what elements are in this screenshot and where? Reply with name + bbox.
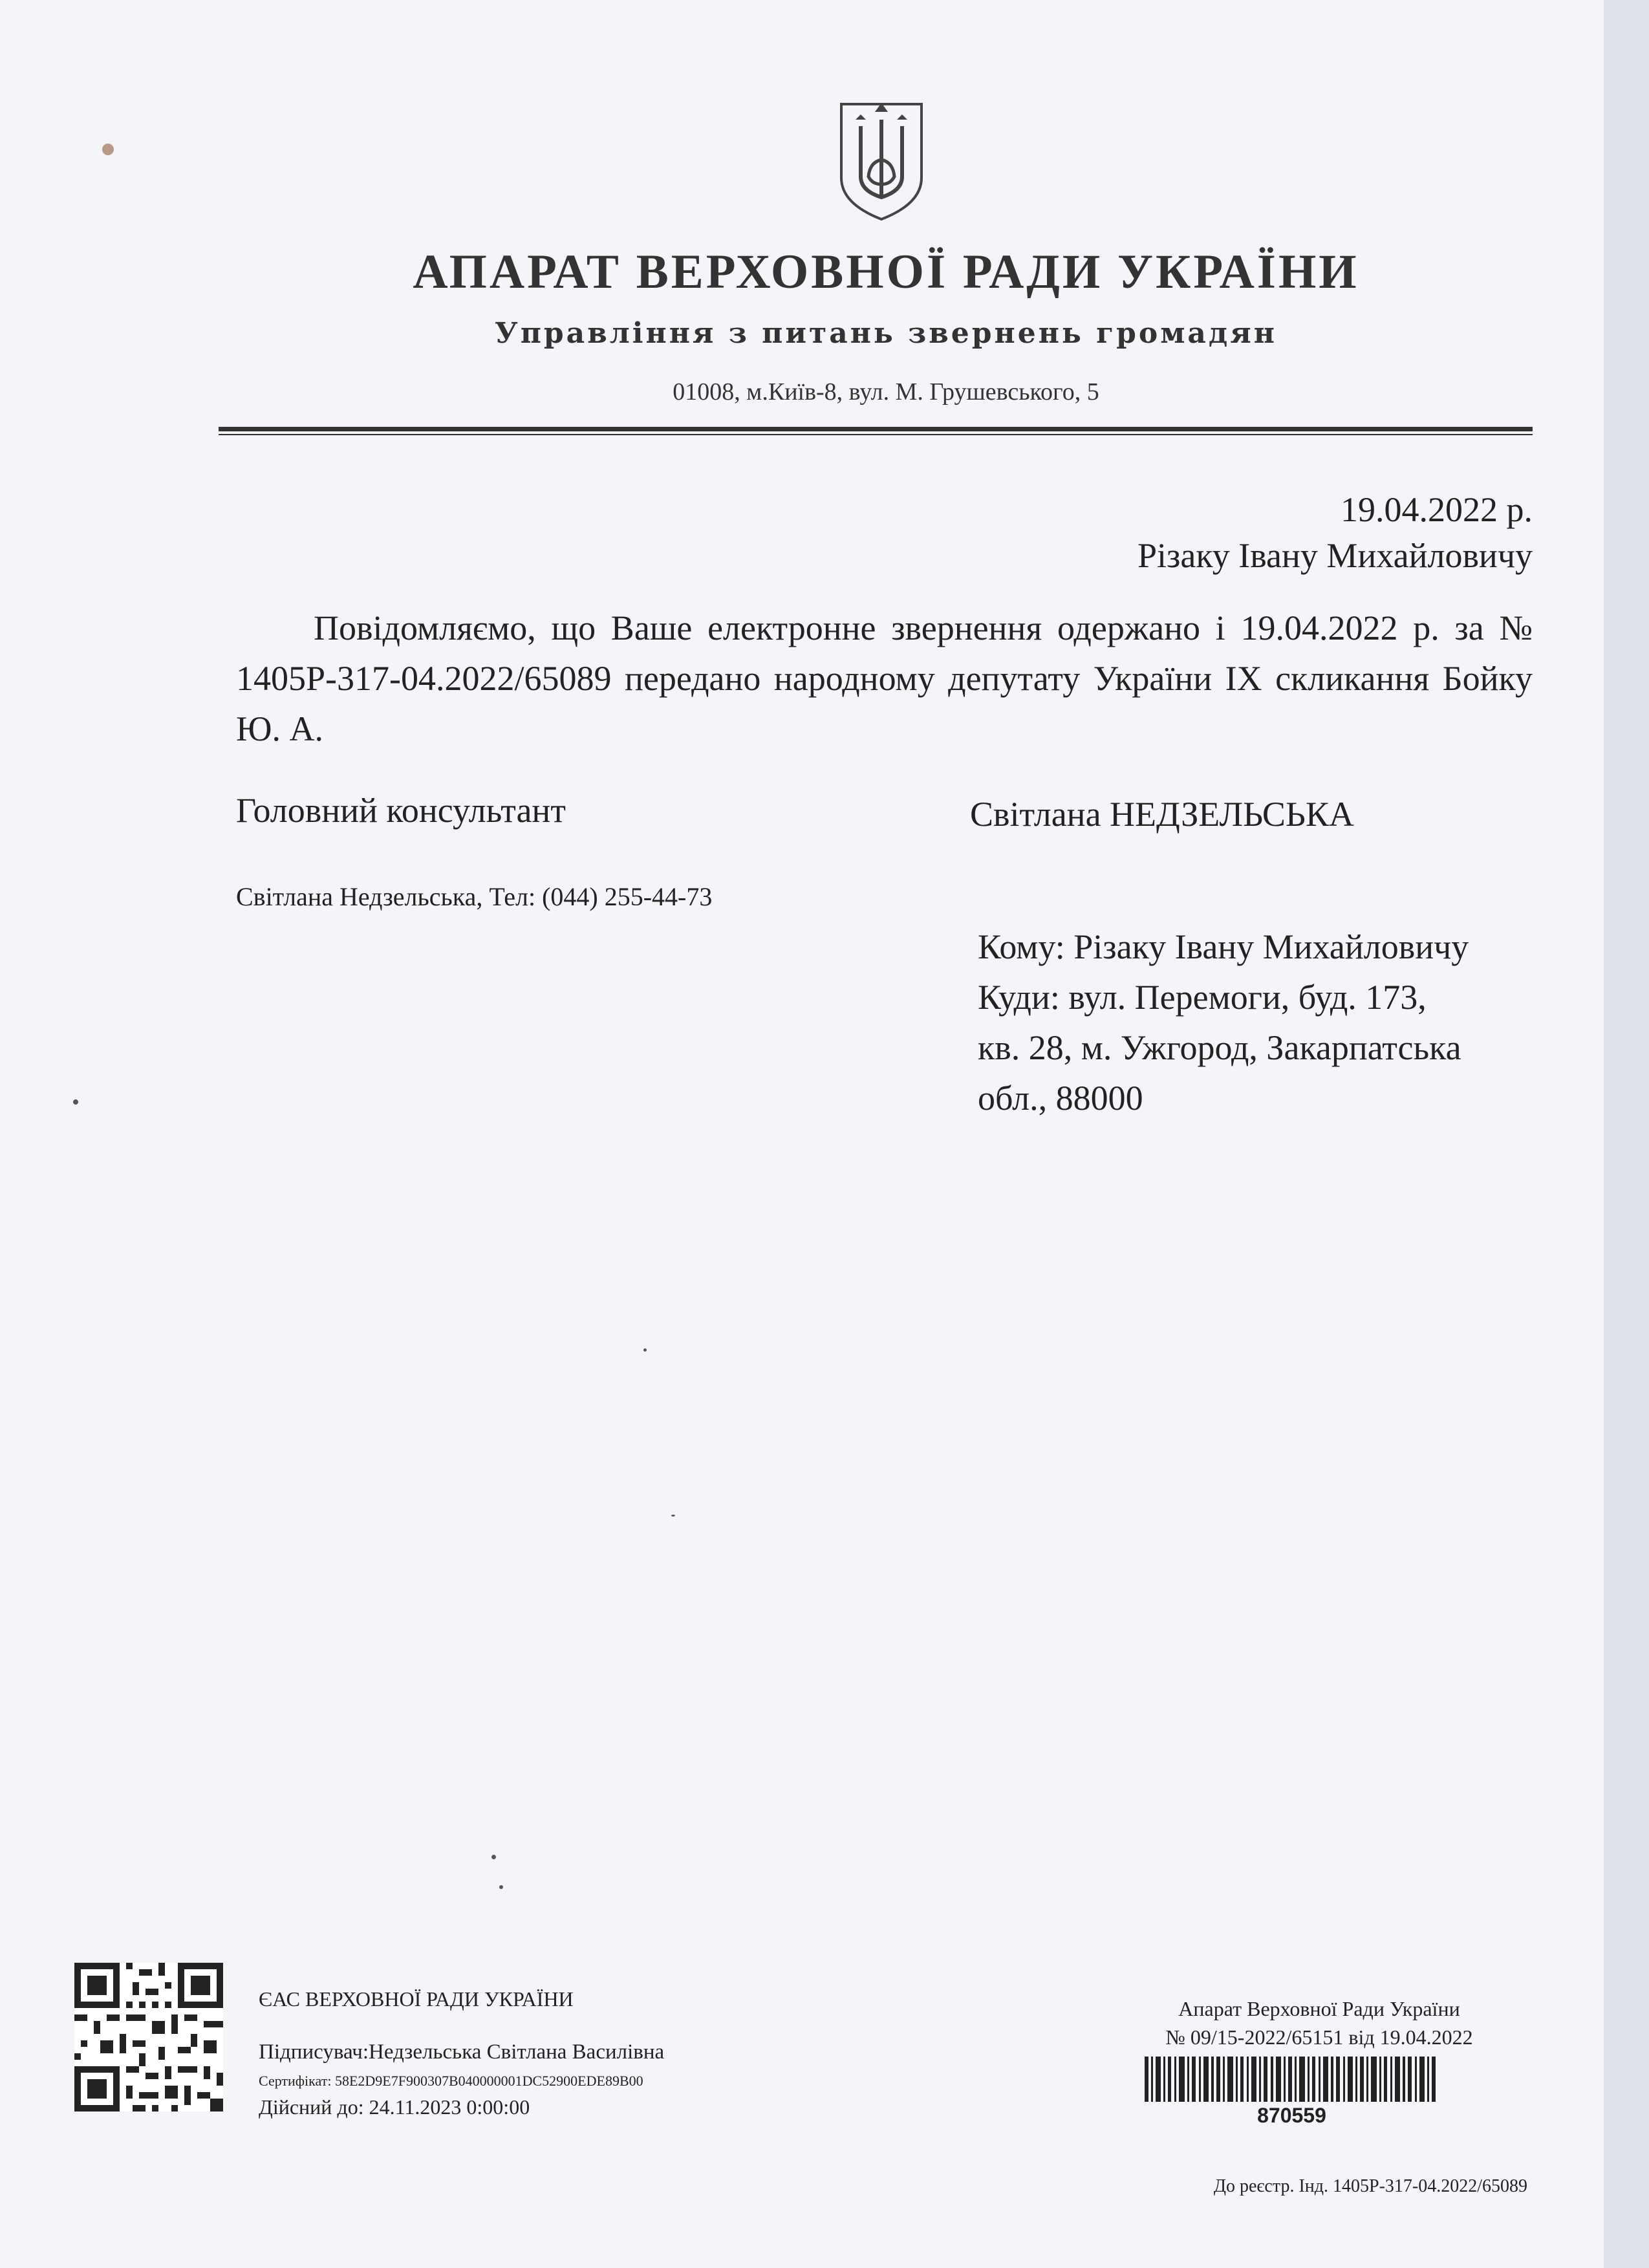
recipient-block: [978, 922, 1560, 1123]
registration-index: До реєстр. Інд. 1405Р-317-04.2022/65089: [1213, 2176, 1527, 2196]
eas-signer: Підписувач:Недзельська Світлана Василівна: [259, 2040, 665, 2064]
signer-role: Головний консультант: [236, 791, 566, 830]
header-divider-thin: [219, 434, 1533, 435]
header-divider: [219, 427, 1533, 431]
barcode-icon: [1145, 2057, 1439, 2102]
eas-title: ЄАС ВЕРХОВНОЇ РАДИ УКРАЇНИ: [259, 1987, 574, 2011]
scan-speck: [491, 1855, 496, 1859]
recipient-address-line-3: обл., 88000: [978, 1079, 1143, 1118]
scan-speck: [102, 144, 114, 155]
department-name: Управління з питань звернень громадян: [495, 317, 1277, 350]
scan-speck: [499, 1885, 503, 1889]
signer-contact: Світлана Недзельська, Тел: (044) 255-44-73: [236, 882, 713, 911]
ukraine-trident-icon: [836, 100, 927, 223]
scan-speck: [671, 1515, 675, 1517]
letter-addressee: Різаку Івану Михайловичу: [1137, 536, 1533, 575]
registration-organization: Апарат Верховної Ради України: [1178, 1997, 1460, 2020]
recipient-address-line-2: кв. 28, м. Ужгород, Закарпатська: [978, 1028, 1461, 1067]
recipient-address-line-1: Куди: вул. Перемоги, буд. 173,: [978, 978, 1427, 1017]
letter-body: Повідомляємо, що Ваше електронне звернення одержано і 19.04.2022 р. за № 1405Р-317-04.2022/65089 передано народному депутату України ІХ скликання Бойку Ю. А.: [236, 609, 1533, 748]
barcode-number: 870559: [1257, 2104, 1326, 2127]
scan-edge: [1604, 0, 1649, 2268]
organization-title: АПАРАТ ВЕРХОВНОЇ РАДИ УКРАЇНИ: [413, 245, 1359, 299]
qr-code-icon: [74, 1963, 223, 2111]
letter-date: 19.04.2022 р.: [1341, 490, 1533, 529]
scan-speck: [73, 1099, 78, 1105]
scan-speck: [643, 1348, 647, 1352]
signer-name: Світлана НЕДЗЕЛЬСЬКА: [970, 795, 1354, 834]
eas-certificate: Сертифікат: 58E2D9E7F900307B040000001DC52900EDE89B00: [259, 2073, 643, 2089]
eas-valid-until: Дійсний до: 24.11.2023 0:00:00: [259, 2095, 530, 2119]
recipient-to: Кому: Різаку Івану Михайловичу: [978, 927, 1469, 966]
registration-number: № 09/15-2022/65151 від 19.04.2022: [1165, 2025, 1473, 2049]
organization-address: 01008, м.Київ-8, вул. М. Грушевського, 5: [673, 378, 1099, 405]
